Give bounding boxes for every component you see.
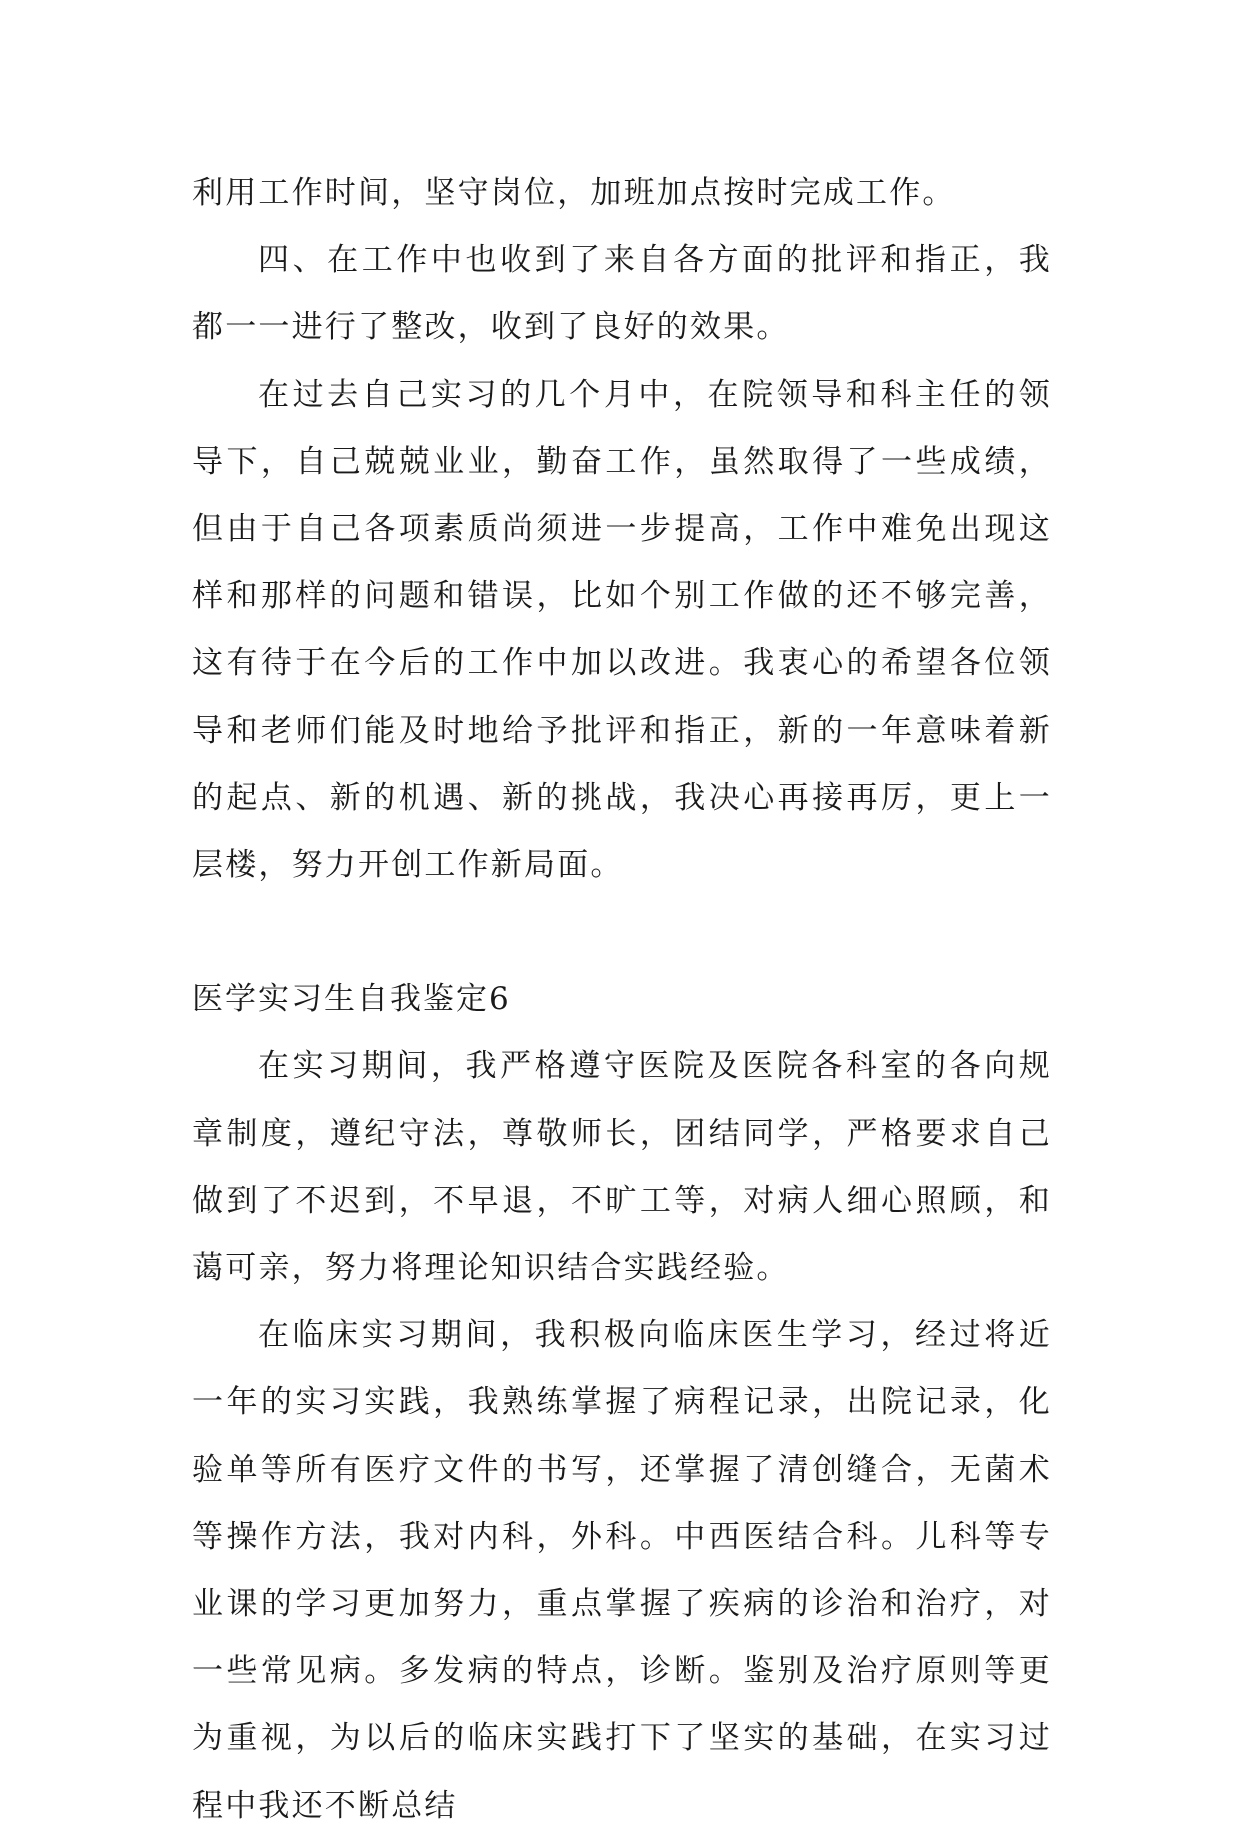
- paragraph-continuation: 利用工作时间，坚守岗位，加班加点按时完成工作。: [192, 175, 956, 211]
- document-body: [192, 160, 1052, 1840]
- paragraph-summary: 在过去自己实习的几个月中，在院领导和科主任的领导下，自己兢兢业业，勤奋工作，虽然取得了一些成绩，但由于自己各项素质尚须进一步提高，工作中难免出现这样和那样的问题和错误，比如个别工作做的还不够完善，这有待于在今后的工作中加以改进。我衷心的希望各位领导和老师们能及时地给予批评和指正，新的一年意味着新的起点、新的机遇、新的挑战，我决心再接再厉，更上一层楼，努力开创工作新局面。: [192, 376, 1052, 884]
- paragraph-clinical: 在临床实习期间，我积极向临床医生学习，经过将近一年的实习实践，我熟练掌握了病程记录，出院记录，化验单等所有医疗文件的书写，还掌握了清创缝合，无菌术等操作方法，我对内科，外科。中西医结合科。儿科等专业课的学习更加努力，重点掌握了疾病的诊治和治疗，对一些常见病。多发病的特点，诊断。鉴别及治疗原则等更为重视，为以后的临床实践打下了坚实的基础，在实习过程中我还不断总结: [192, 1317, 1052, 1824]
- section-title: 医学实习生自我鉴定6: [192, 981, 511, 1018]
- paragraph-discipline: 在实习期间，我严格遵守医院及医院各科室的各向规章制度，遵纪守法，尊敬师长，团结同学，严格要求自己做到了不迟到，不早退，不旷工等，对病人细心照顾，和蔼可亲，努力将理论知识结合实践经验。: [192, 1048, 1052, 1287]
- paragraph-feedback: 四、在工作中也收到了来自各方面的批评和指正，我都一一进行了整改，收到了良好的效果。: [192, 242, 1052, 346]
